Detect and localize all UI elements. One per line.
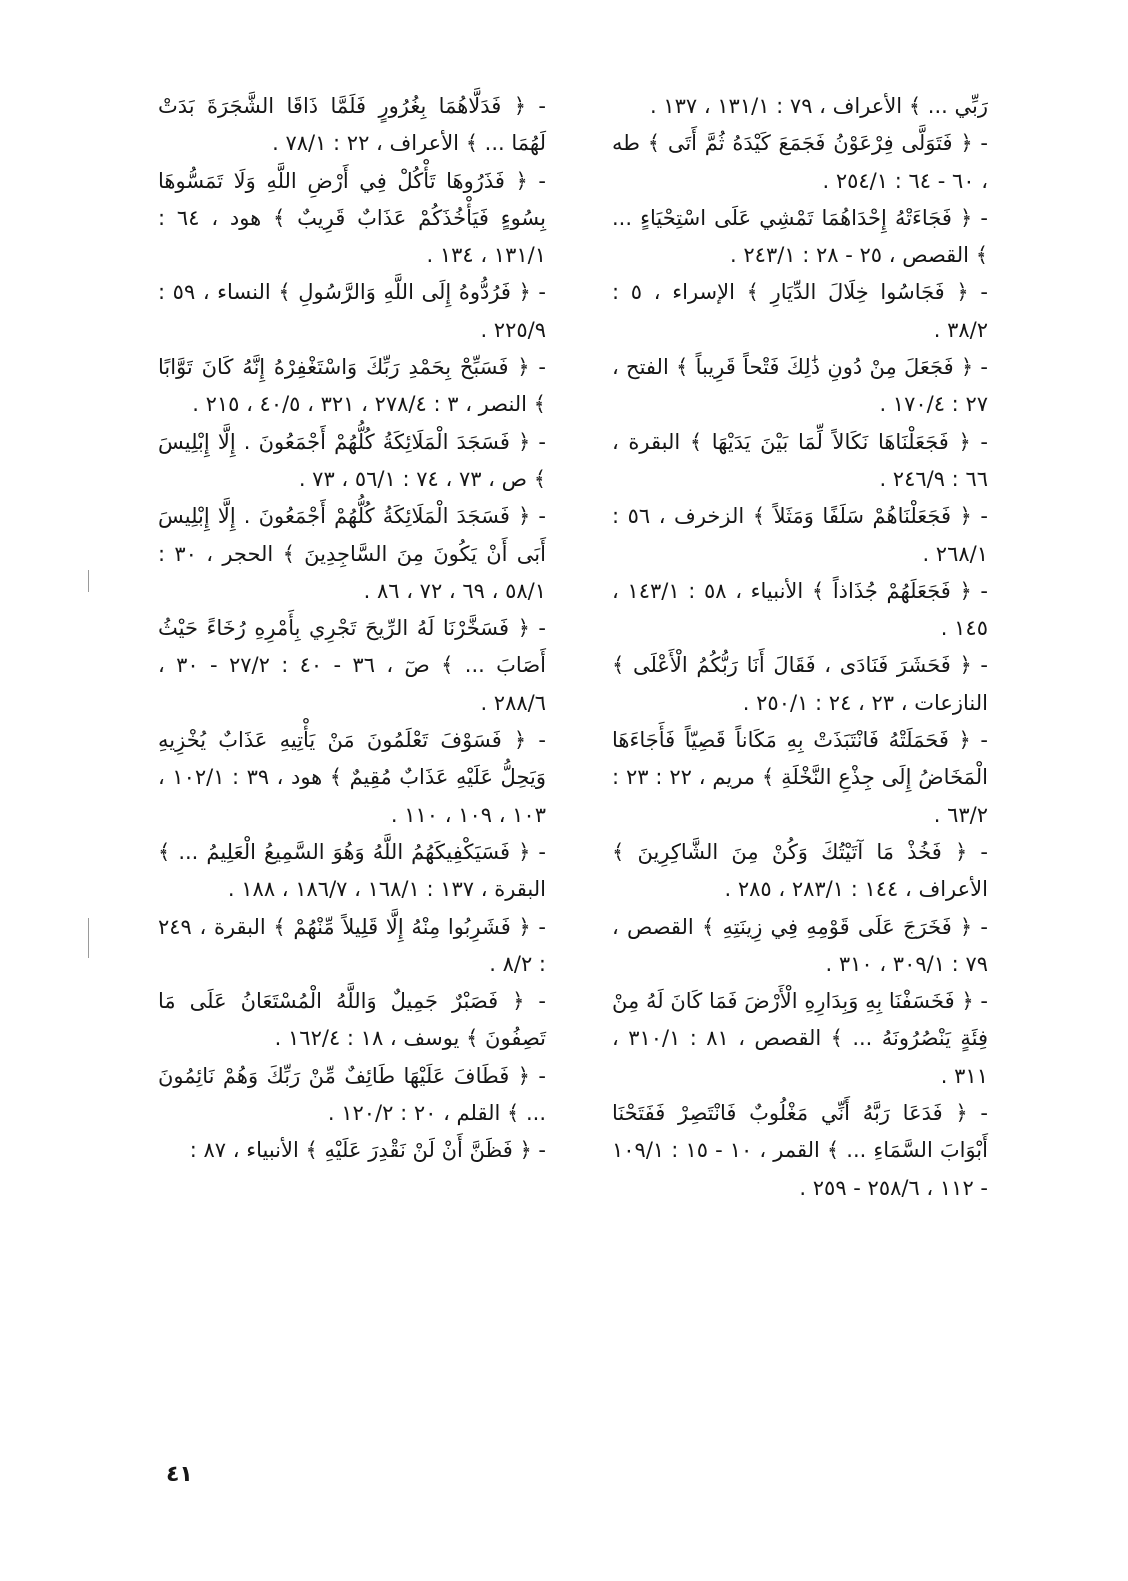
index-entry: - ﴿ فَخَرَجَ عَلَى قَوْمِهِ فِي زِينَتِهِ ﴾ القصص ، ٧٩ : ٣٠٩/١ ، ٣١٠ . bbox=[612, 914, 988, 976]
index-entry: - ﴿ فَجَعَلْنَاهَا نَكَالاً لِّمَا بَيْنَ يَدَيْهَا ﴾ البقرة ، ٦٦ : ٢٤٦/٩ . bbox=[612, 429, 988, 491]
index-entry: - ﴿ فَذَرُوهَا تَأْكُلْ فِي أَرْضِ اللَّهِ وَلَا تَمَسُّوهَا بِسُوءٍ فَيَأْخُذَكُمْ عَذَابٌ قَرِيبٌ ﴾ هود ، ٦٤ : ١٣١/١ ، ١٣٤ . bbox=[158, 168, 546, 268]
index-entry: - ﴿ فَجَاسُوا خِلَالَ الدِّيَارِ ﴾ الإسراء ، ٥ : ٣٨/٢ . bbox=[612, 280, 988, 342]
scan-margin-mark bbox=[88, 918, 89, 958]
index-entry: - ﴿ فَجَاءَتْهُ إِحْدَاهُمَا تَمْشِي عَلَى اسْتِحْيَاءٍ ... ﴾ القصص ، ٢٥ - ٢٨ : ٢٤٣/١ . bbox=[612, 205, 988, 268]
index-entry: - ﴿ فَسَيَكْفِيكَهُمُ اللَّهُ وَهُوَ السَّمِيعُ الْعَلِيمُ ... ﴾ البقرة ، ١٣٧ : ١٦٨/١ ، ١٨٦/٧ ، ١٨٨ . bbox=[158, 839, 546, 902]
index-entry: - ﴿ فَشَرِبُوا مِنْهُ إِلَّا قَلِيلاً مِّنْهُمْ ﴾ البقرة ، ٢٤٩ : ٨/٢ . bbox=[158, 914, 546, 976]
index-entry: - ﴿ فَحَمَلَتْهُ فَانْتَبَذَتْ بِهِ مَكَاناً قَصِيّاً فَأَجَاءَهَا الْمَخَاضُ إِلَى جِذْعِ النَّخْلَةِ ﴾ مريم ، ٢٢ : ٢٣ : ٦٣/٢ . bbox=[612, 728, 988, 827]
index-entry: - ﴿ فَجَعَلْنَاهُمْ سَلَفًا وَمَثَلاً ﴾ الزخرف ، ٥٦ : ٢٦٨/١ . bbox=[612, 504, 988, 566]
index-entry: - ﴿ فَتَوَلَّى فِرْعَوْنُ فَجَمَعَ كَيْدَهُ ثُمَّ أَتَى ﴾ طه ، ٦٠ - ٦٤ : ٢٥٤/١ . bbox=[612, 131, 988, 193]
index-entry: - ﴿ فَسَخَّرْنَا لَهُ الرِّيحَ تَجْرِي بِأَمْرِهِ رُخَاءً حَيْثُ أَصَابَ ... ﴾ صٓ ، ٣٦ - ٤٠ : ٢٧/٢ - ٣٠ ، ٢٨٨/٦ . bbox=[158, 616, 546, 715]
index-entry: - ﴿ فَظَنَّ أَنْ لَنْ نَقْدِرَ عَلَيْهِ ﴾ الأنبياء ، ٨٧ : bbox=[189, 1138, 546, 1163]
scan-margin-mark bbox=[88, 570, 89, 592]
index-entry: - ﴿ فَدَعَا رَبَّهُ أَنِّي مَغْلُوبٌ فَانْتَصِرْ فَفَتَحْنَا أَبْوَابَ السَّمَاءِ ... ﴾ القمر ، ١٠ - ١٥ : ١٠٩/١ - ١١٢ ، ٢٥٨/٦ - ٢٥٩ . bbox=[612, 1101, 988, 1200]
index-entry: - ﴿ فَخَسَفْنَا بِهِ وَبِدَارِهِ الْأَرْضَ فَمَا كَانَ لَهُ مِنْ فِئَةٍ يَنْصُرُونَهُ ... ﴾ القصص ، ٨١ : ٣١٠/١ ، ٣١١ . bbox=[612, 989, 989, 1088]
index-entry: - ﴿ فَرُدُّوهُ إِلَى اللَّهِ وَالرَّسُولِ ﴾ النساء ، ٥٩ : ٢٢٥/٩ . bbox=[158, 280, 546, 342]
index-column-right bbox=[612, 88, 1000, 1207]
index-entry: رَبِّي ... ﴾ الأعراف ، ٧٩ : ١٣١/١ ، ١٣٧ . bbox=[649, 94, 988, 118]
index-entry: - ﴿ فَدَلَّاهُمَا بِغُرُورٍ فَلَمَّا ذَاقَا الشَّجَرَةَ بَدَتْ لَهُمَا ... ﴾ الأعراف ، ٢٢ : ٧٨/١ . bbox=[158, 94, 546, 156]
index-entry: - ﴿ فَسَجَدَ الْمَلَائِكَةُ كُلُّهُمْ أَجْمَعُونَ . إِلَّا إِبْلِيسَ ﴾ ص ، ٧٣ ، ٧٤ : ٥٦/١ ، ٧٣ . bbox=[158, 429, 546, 491]
index-entry: - ﴿ فَسَجَدَ الْمَلَائِكَةُ كُلُّهُمْ أَجْمَعُونَ . إِلَّا إِبْلِيسَ أَبَى أَنْ يَكُونَ مِنَ السَّاجِدِينَ ﴾ الحجر ، ٣٠ : ٥٨/١ ، ٦٩ ، ٧٢ ، ٨٦ . bbox=[158, 504, 546, 603]
index-entry: - ﴿ فَجَعَلَ مِنْ دُونِ ذَٰلِكَ فَتْحاً قَرِيباً ﴾ الفتح ، ٢٧ : ١٧٠/٤ . bbox=[612, 355, 988, 417]
index-entry: - ﴿ فَجَعَلَهُمْ جُذَاذاً ﴾ الأنبياء ، ٥٨ : ١٤٣/١ ، ١٤٥ . bbox=[612, 578, 988, 641]
index-entry: - ﴿ فَسَوْفَ تَعْلَمُونَ مَنْ يَأْتِيهِ عَذَابٌ يُخْزِيهِ وَيَحِلُّ عَلَيْهِ عَذَابٌ مُقِيمٌ ﴾ هود ، ٣٩ : ١٠٢/١ ، ١٠٣ ، ١٠٩ ، ١١٠ . bbox=[158, 728, 546, 827]
page-number: ٤١ bbox=[166, 1462, 193, 1487]
index-entry: - ﴿ فَحَشَرَ فَنَادَى ، فَقَالَ أَنَا رَبُّكُمُ الْأَعْلَى ﴾ النازعات ، ٢٣ ، ٢٤ : ٢٥٠/١ . bbox=[612, 653, 988, 715]
index-entry: - ﴿ فَخُذْ مَا آتَيْتُكَ وَكُنْ مِنَ الشَّاكِرِينَ ﴾ الأعراف ، ١٤٤ : ٢٨٣/١ ، ٢٨٥ . bbox=[612, 839, 988, 902]
index-column-left bbox=[158, 88, 558, 1170]
index-entry: - ﴿ فَسَبِّحْ بِحَمْدِ رَبِّكَ وَاسْتَغْفِرْهُ إِنَّهُ كَانَ تَوَّابًا ﴾ النصر ، ٣ : ٢٧٨/٤ ، ٣٢١ ، ٤٠/٥ ، ٢١٥ . bbox=[158, 355, 546, 417]
index-entry: - ﴿ فَطَافَ عَلَيْهَا طَائِفٌ مِّنْ رَبِّكَ وَهُمْ نَائِمُونَ ... ﴾ القلم ، ٢٠ : ١٢٠/٢ . bbox=[158, 1063, 546, 1126]
index-entry: - ﴿ فَصَبْرٌ جَمِيلٌ وَاللَّهُ الْمُسْتَعَانُ عَلَى مَا تَصِفُونَ ﴾ يوسف ، ١٨ : ١٦٢/٤ . bbox=[158, 989, 546, 1051]
